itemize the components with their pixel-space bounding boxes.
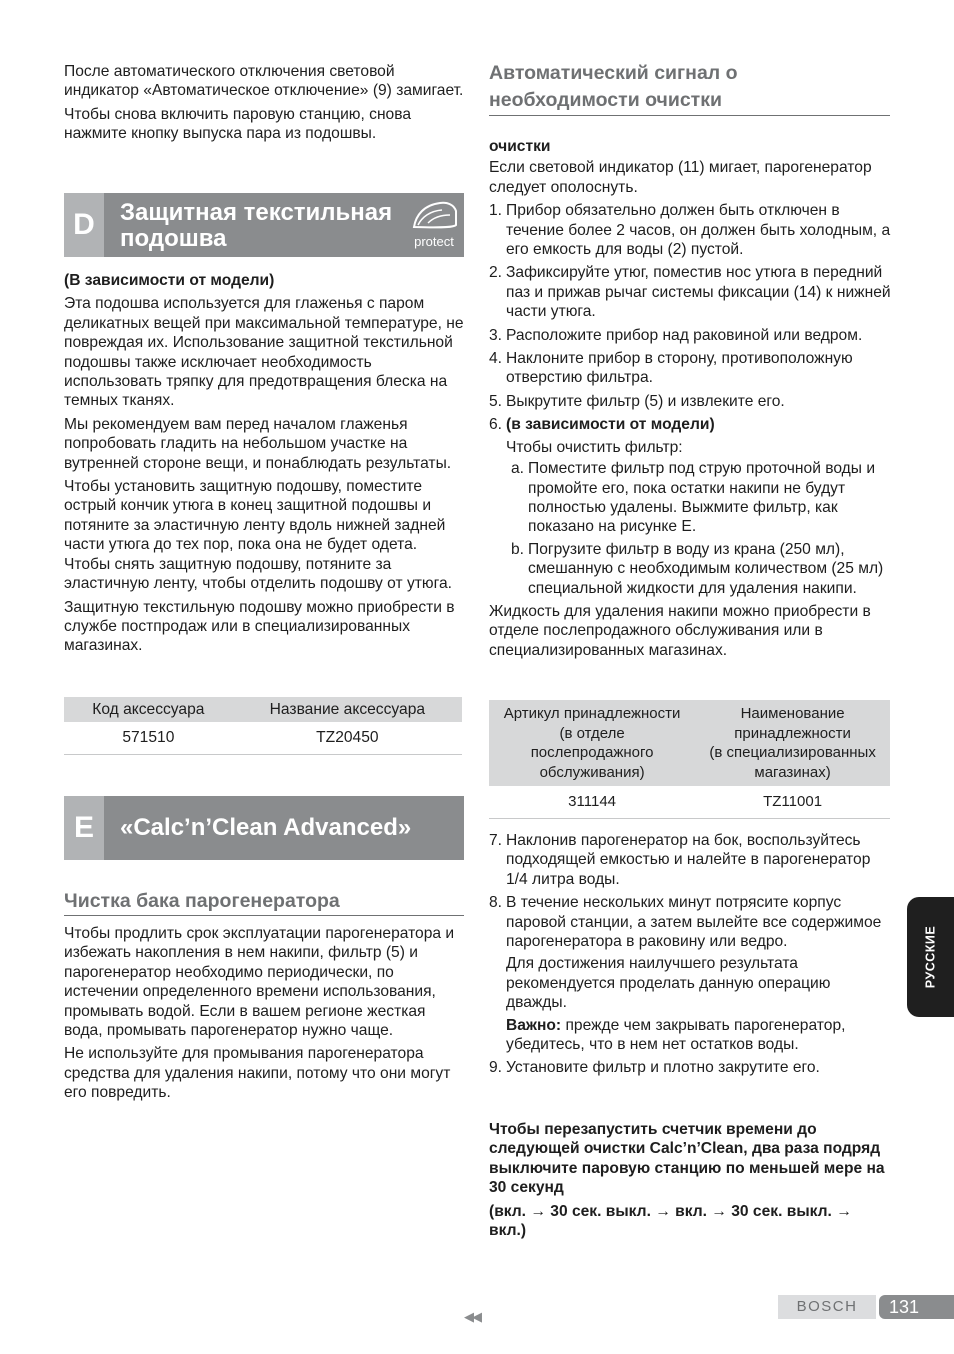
section-d-body <box>64 271 464 660</box>
list-item <box>489 893 891 1054</box>
right-body <box>489 137 891 664</box>
header-line: Наименование <box>740 705 845 722</box>
step-number: b. <box>511 540 525 558</box>
list-item <box>506 459 891 537</box>
subheading: очистки <box>489 138 551 155</box>
step-number: 6. <box>489 416 503 434</box>
header-line: (в отделе <box>559 724 625 742</box>
list-item <box>489 263 891 321</box>
step-text: Погрузите фильтр в воду из крана (250 мл), смешанную с необходимым количеством (25 мл) специальной жидкости для удаления накипи. <box>528 540 884 597</box>
important-note <box>506 1016 891 1055</box>
list-item <box>489 349 891 388</box>
step-number: 1. <box>489 202 503 220</box>
list-item <box>506 540 891 598</box>
intro-paragraph: После автоматического отключения световой индикатор «Автоматическое отключение» (9) замигает. <box>64 63 464 100</box>
body-paragraph: Жидкость для удаления накипи можно приобрести в отделе послепродажного обслуживания или в специализированных магазинах. <box>489 602 871 659</box>
sub-steps <box>506 459 891 598</box>
protect-label: protect <box>414 234 454 249</box>
body-paragraph: Мы рекомендуем вам перед началом глаженья попробовать гладить на небольшом участке на вутренней стороне вещи, и понаблюдать результаты. <box>64 415 452 472</box>
intro-block <box>64 62 464 148</box>
table-header: Название аксессуара <box>233 697 462 722</box>
intro-paragraph: Чтобы снова включить паровую станцию, снова нажмите кнопку выпуска пара из подошвы. <box>64 105 412 143</box>
heading-line: необходимости очистки <box>489 89 722 111</box>
steps-list <box>489 831 891 1078</box>
list-item <box>489 831 891 889</box>
list-item <box>489 326 891 345</box>
important-text: прежде чем закрывать парогенератор, убедитесь, что в нем нет остатков воды. <box>506 1016 846 1054</box>
intro-paragraph: Если световой индикатор (11) мигает, парогенератор следует ополоснуть. <box>489 159 872 196</box>
list-item <box>489 392 891 411</box>
step-number: 5. <box>489 392 503 410</box>
header-line: (в специализированных <box>709 744 876 761</box>
step-text: Для достижения наилучшего результата рекомендуется проделать данную операцию дважды. <box>506 955 831 1012</box>
header-line: принадлежности <box>734 724 851 742</box>
page-number: 131 <box>879 1295 954 1319</box>
step-number: a. <box>511 460 525 478</box>
back-arrows-glyph: ◀◀ <box>464 1309 480 1324</box>
list-item <box>489 201 891 259</box>
table-header <box>695 700 890 786</box>
steps-list <box>489 201 891 598</box>
step-text: Прибор обязательно должен быть отключен в течение более 2 часов, он должен быть холодным, а его емкость для воды (2) пустой. <box>506 202 891 259</box>
table-header <box>489 700 695 786</box>
step-number: 8. <box>489 894 503 912</box>
step-number: 9. <box>489 1059 503 1077</box>
auto-signal-heading <box>489 60 890 116</box>
section-letter: E <box>64 796 104 860</box>
step-text: Зафиксируйте утюг, поместив нос утюга в передний паз и прижав рычаг системы фиксации (14) к нижней части утюга. <box>506 264 891 321</box>
language-tab-label: РУССКИЕ <box>922 925 937 989</box>
body-paragraph: Не используйте для промывания парогенератора средства для удаления накипи, потому что они могут его повредить. <box>64 1045 451 1102</box>
header-line: послепродажного <box>530 744 654 761</box>
step-text: Поместите фильтр под струю проточной воды и промойте его, пока остатки накипи не будут полностью удалены. Выжмите фильтр, как показано на рисунке E. <box>528 460 876 536</box>
section-d-header <box>64 193 464 257</box>
step-text: Установите фильтр и плотно закрутите его. <box>506 1059 820 1077</box>
step-text: В течение нескольких минут потрясите корпус паровой станции, а затем вылейте все содержимое парогенератора в раковину или ведро. <box>506 894 882 951</box>
table-cell: TZ11001 <box>695 786 890 818</box>
clean-heading: Чистка бака парогенератора <box>64 888 464 916</box>
section-title: «Calc’n’Clean Advanced» <box>120 814 412 841</box>
table-cell: 311144 <box>489 786 695 818</box>
section-title-line: подошва <box>120 225 227 252</box>
step-number: 2. <box>489 264 503 282</box>
body-paragraph: Защитную текстильную подошву можно приобрести в службе постпродаж или в специализированных магазинах. <box>64 598 455 655</box>
important-label: Важно: <box>506 1016 562 1034</box>
header-line: магазинах) <box>754 763 831 781</box>
body-paragraph: Чтобы установить защитную подошву, поместите острый кончик утюга в конец защитной подошвы и потяните за эластичную ленту вдоль нижней задней части утюга до тех пор, пока она не будет одета. Чтобы снять защитную подошву, потяните за эластичную ленту, чтобы отделить подошву от утюга. <box>64 478 452 593</box>
reset-block <box>489 1120 889 1240</box>
header-line: Артикул принадлежности <box>503 705 681 722</box>
right-body-2 <box>489 831 891 1082</box>
language-tab[interactable] <box>907 897 954 1017</box>
step-text: Расположите прибор над раковиной или ведром. <box>506 326 863 344</box>
step-text: Наклонив парогенератор на бок, воспользуйтесь подходящей емкостью и налейте в парогенератор 1/4 литра воды. <box>506 832 871 888</box>
section-heading <box>489 60 890 116</box>
protect-iron-icon <box>406 197 462 253</box>
section-title-line: Защитная текстильная <box>120 199 393 226</box>
reset-instruction: Чтобы перезапустить счетчик времени до следующей очистки Calc’n’Clean, два раза подряд выключите паровую станцию по меньшей мере на 30 секунд <box>489 1121 885 1197</box>
accessory-table <box>64 697 462 755</box>
section-letter: D <box>64 193 104 257</box>
step-number: 7. <box>489 832 503 849</box>
model-note: (в зависимости от модели) <box>506 416 715 434</box>
step-text: Наклоните прибор в сторону, противоположную отверстию фильтра. <box>506 350 853 387</box>
body-paragraph: Эта подошва используется для глаженья с паром деликатных вещей при максимальной температуре, не повреждая их. Использование защитной текстильной подошвы также исключает необходимость использовать тряпку для предотвращения блеска на темных тканях. <box>64 295 464 410</box>
header-line: обслуживания) <box>539 763 645 781</box>
table-cell: 571510 <box>64 722 233 754</box>
back-arrows-icon[interactable] <box>464 1307 480 1326</box>
model-note: (В зависимости от модели) <box>64 272 275 289</box>
step-text: Выкрутите фильтр (5) и извлеките его. <box>506 392 785 410</box>
body-paragraph: Чтобы продлить срок эксплуатации парогенератора и избежать накопления в нем накипи, фильтр (5) и парогенератор необходимо периодически, по истечении определенного времени использования, промывать водой. Если в вашем регионе жесткая вода, промывать парогенератор нужно чаще. <box>64 925 455 1040</box>
section-title <box>120 200 392 252</box>
article-table <box>489 700 890 819</box>
heading-line: Автоматический сигнал о <box>489 62 738 84</box>
list-item <box>489 415 891 598</box>
table-cell: TZ20450 <box>233 722 462 754</box>
list-item <box>489 1058 891 1077</box>
step-text: Чтобы очистить фильтр: <box>506 438 683 456</box>
clean-section <box>64 888 464 1107</box>
reset-sequence: (вкл. → 30 сек. выкл. → вкл. → 30 сек. выкл. → вкл.) <box>489 1202 852 1240</box>
step-number: 3. <box>489 326 503 344</box>
step-number: 4. <box>489 350 503 368</box>
section-e-header <box>64 796 464 860</box>
brand-label: BOSCH <box>778 1295 876 1319</box>
table-header: Код аксессуара <box>64 697 233 722</box>
